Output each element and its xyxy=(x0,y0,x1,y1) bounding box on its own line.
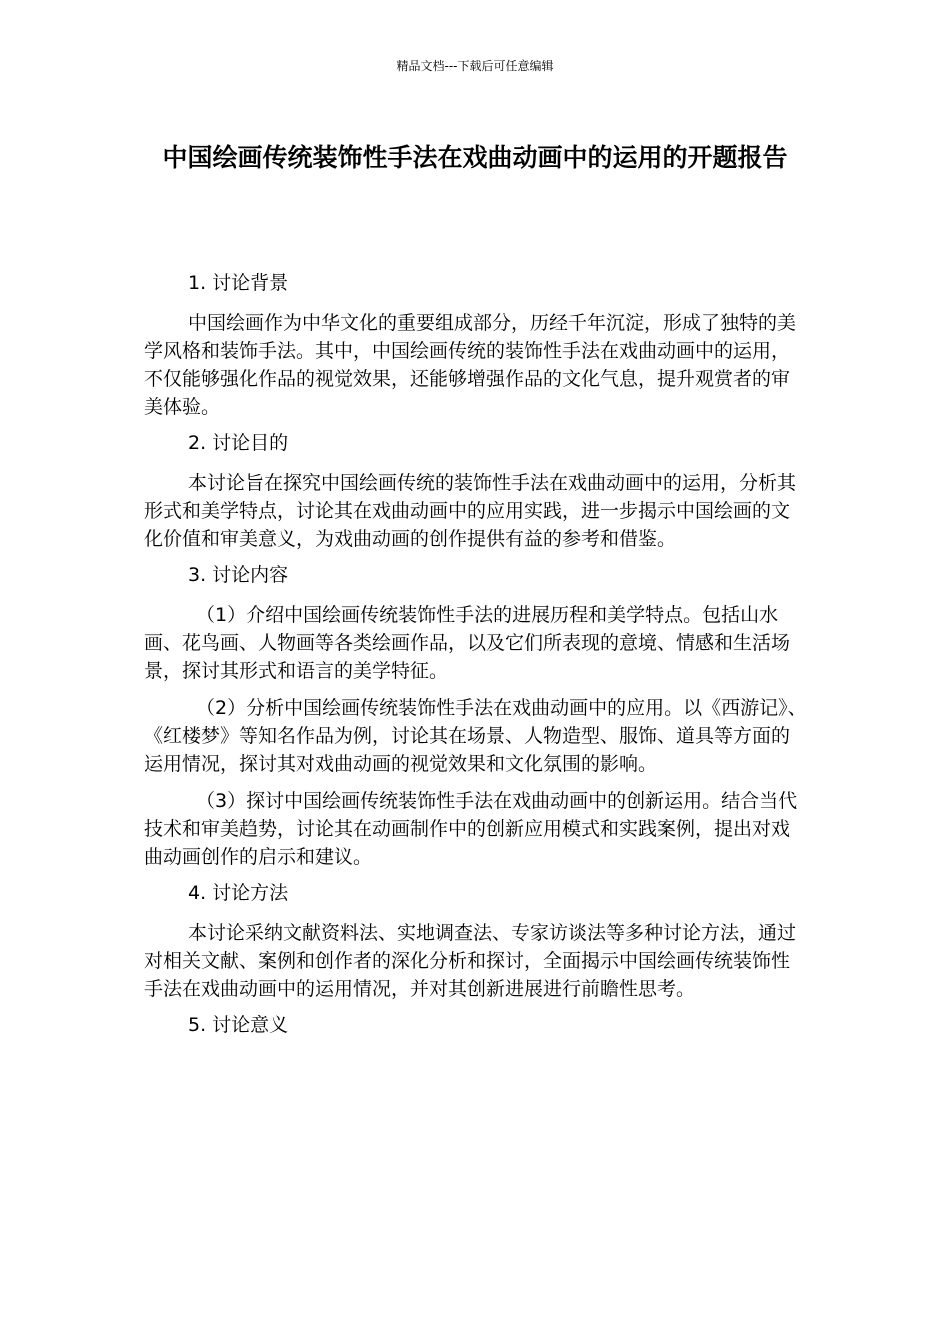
section-heading-purpose: 2. 讨论目的 xyxy=(188,432,289,454)
document-body xyxy=(144,270,808,1051)
section-heading-significance: 5. 讨论意义 xyxy=(188,1014,289,1036)
section-heading-background: 1. 讨论背景 xyxy=(188,272,289,294)
section-heading-content: 3. 讨论内容 xyxy=(188,564,289,586)
section-paragraph: （3）探讨中国绘画传统装饰性手法在戏曲动画中的创新运用。结合当代技术和审美趋势，讨论其在动画制作中的创新应用模式和实践案例，提出对戏曲动画创作的启示和建议。 xyxy=(144,790,798,868)
section-paragraph: （1）介绍中国绘画传统装饰性手法的进展历程和美学特点。包括山水画、花鸟画、人物画等各类绘画作品，以及它们所表现的意境、情感和生活场景，探讨其形式和语言的美学特征。 xyxy=(144,604,791,682)
section-paragraph: （2）分析中国绘画传统装饰性手法在戏曲动画中的应用。以《西游记》、《红楼梦》等知名作品为例，讨论其在场景、人物造型、服饰、道具等方面的运用情况，探讨其对戏曲动画的视觉效果和文化氛围的影响。 xyxy=(144,697,807,775)
section-heading-method: 4. 讨论方法 xyxy=(188,882,289,904)
section-paragraph: 本讨论采纳文献资料法、实地调查法、专家访谈法等多种讨论方法，通过对相关文献、案例和创作者的深化分析和探讨，全面揭示中国绘画传统装饰性手法在戏曲动画中的运用情况，并对其创新进展进行前瞻性思考。 xyxy=(144,922,797,1000)
section-paragraph: 本讨论旨在探究中国绘画传统的装饰性手法在戏曲动画中的运用，分析其形式和美学特点，讨论其在戏曲动画中的应用实践，进一步揭示中国绘画的文化价值和审美意义，为戏曲动画的创作提供有益的参考和借鉴。 xyxy=(144,472,797,550)
page-header-note: 精品文档---下载后可任意编辑 xyxy=(396,59,554,73)
section-paragraph: 中国绘画作为中华文化的重要组成部分，历经千年沉淀，形成了独特的美学风格和装饰手法。其中，中国绘画传统的装饰性手法在戏曲动画中的运用，不仅能够强化作品的视觉效果，还能够增强作品的文化气息，提升观赏者的审美体验。 xyxy=(144,312,797,418)
document-title: 中国绘画传统装饰性手法在戏曲动画中的运用的开题报告 xyxy=(162,143,788,172)
